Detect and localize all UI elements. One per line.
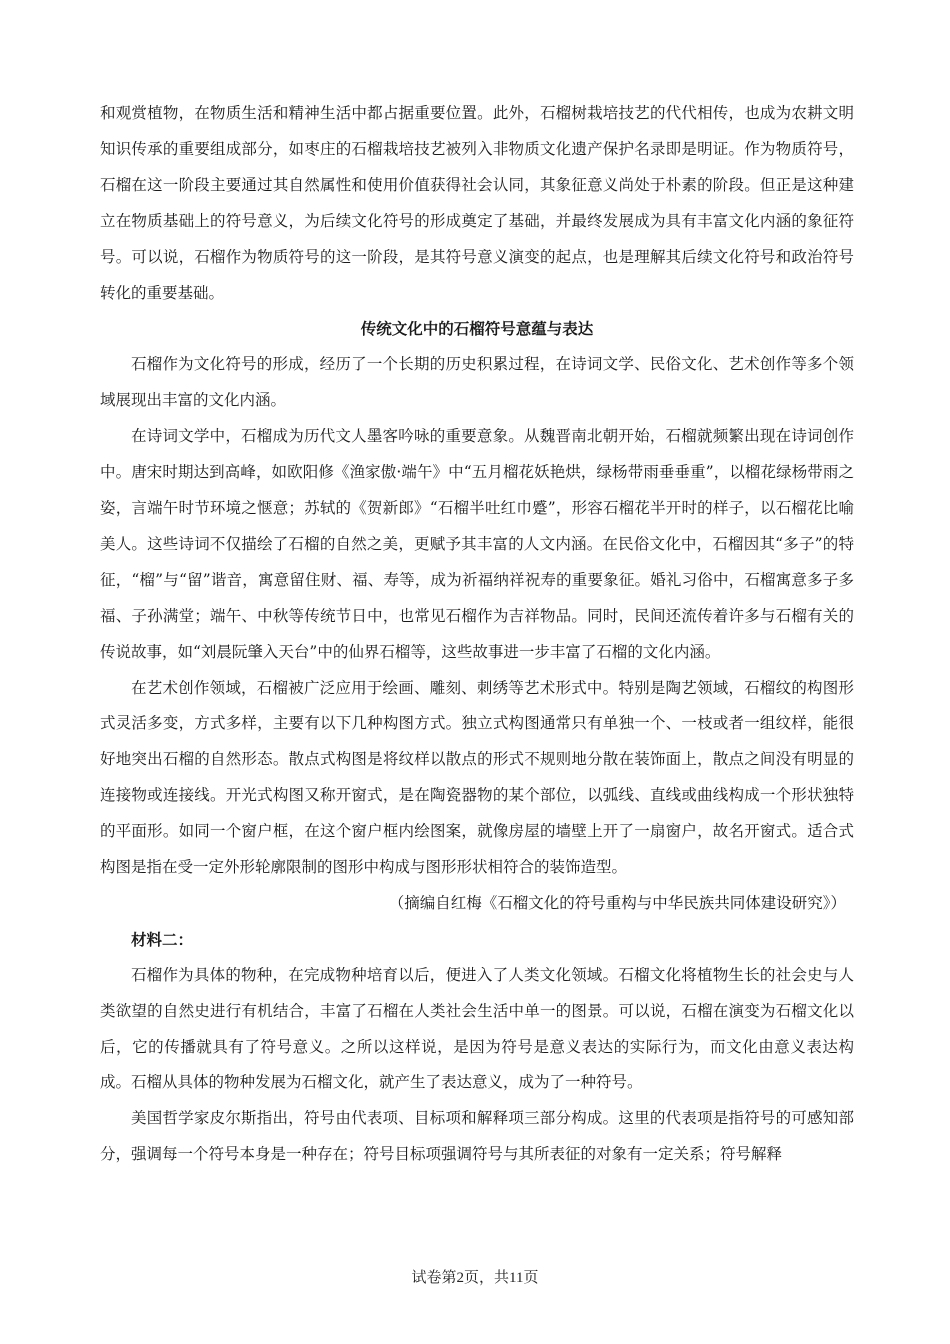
page-footer: 试卷第2页，共11页 bbox=[411, 1270, 539, 1286]
section-heading: 传统文化中的石榴符号意蕴与表达 bbox=[360, 319, 594, 339]
source-citation: （摘编自红梅《石榴文化的符号重构与中华民族共同体建设研究》） bbox=[388, 893, 846, 912]
paragraph-pomegranate-culture: 石榴作为具体的物种，在完成物种培育以后，便进入了人类文化领域。石榴文化将植物生长的社会史与人类欲望的自然史进行有机结合，丰富了石榴在人类社会生活中单一的图景。可以说，石榴在演变为石榴文化以后，它的传播就具有了符号意义。之所以这样说，是因为符号是意义表达的实际行为，而文化由意义表达构成。石榴从具体的物种发展为石榴文化，就产生了表达意义，成为了一种符号。 bbox=[100, 965, 854, 1092]
paragraph-poetry-folk: 在诗词文学中，石榴成为历代文人墨客吟咏的重要意象。从魏晋南北朝开始，石榴就频繁出现在诗词创作中。唐宋时期达到高峰，如欧阳修《渔家傲·端午》中“五月榴花妖艳烘，绿杨带雨垂垂重”，以榴花绿杨带雨之姿，言端午时节环境之惬意；苏轼的《贺新郎》“石榴半吐红巾蹙”，形容石榴花半开时的样子，以石榴花比喻美人。这些诗词不仅描绘了石榴的自然之美，更赋予其丰富的人文内涵。在民俗文化中，石榴因其“多子”的特征，“榴”与“留”谐音，寓意留住财、福、寿等，成为祈福纳祥祝寿的重要象征。婚礼习俗中，石榴寓意多子多福、子孙满堂；端午、中秋等传统节日中，也常见石榴作为吉祥物品。同时，民间还流传着许多与石榴有关的传说故事，如“刘晨阮肇入天台”中的仙界石榴等，这些故事进一步丰富了石榴的文化内涵。 bbox=[100, 427, 854, 661]
paragraph-peirce-symbol: 美国哲学家皮尔斯指出，符号由代表项、目标项和解释项三部分构成。这里的代表项是指符号的可感知部分，强调每一个符号本身是一种存在；符号目标项强调符号与其所表征的对象有一定关系；符号解释 bbox=[100, 1109, 854, 1164]
paragraph-material-symbol: 和观赏植物，在物质生活和精神生活中都占据重要位置。此外，石榴树栽培技艺的代代相传，也成为农耕文明知识传承的重要组成部分，如枣庄的石榴栽培技艺被列入非物质文化遗产保护名录即是明证。作为物质符号，石榴在这一阶段主要通过其自然属性和使用价值获得社会认同，其象征意义尚处于朴素的阶段。但正是这种建立在物质基础上的符号意义，为后续文化符号的形成奠定了基础，并最终发展成为具有丰富文化内涵的象征符号。可以说，石榴作为物质符号的这一阶段，是其符号意义演变的起点，也是理解其后续文化符号和政治符号转化的重要基础。 bbox=[100, 104, 854, 302]
paragraph-art-creation: 在艺术创作领域，石榴被广泛应用于绘画、雕刻、刺绣等艺术形式中。特别是陶艺领域，石榴纹的构图形式灵活多变，方式多样，主要有以下几种构图方式。独立式构图通常只有单独一个、一枝或者一组纹样，能很好地突出石榴的自然形态。散点式构图是将纹样以散点的形式不规则地分散在装饰面上，散点之间没有明显的连接物或连接线。开光式构图又称开窗式，是在陶瓷器物的某个部位，以弧线、直线或曲线构成一个形状独特的平面形。如同一个窗户框，在这个窗户框内绘图案，就像房屋的墙壁上开了一扇窗户，故名开窗式。适合式构图是指在受一定外形轮廓限制的图形中构成与图形形状相符合的装饰造型。 bbox=[100, 678, 854, 877]
material-two-label: 材料二： bbox=[131, 929, 194, 949]
paragraph-cultural-symbol: 石榴作为文化符号的形成，经历了一个长期的历史积累过程，在诗词文学、民俗文化、艺术创作等多个领域展现出丰富的文化内涵。 bbox=[100, 355, 854, 410]
page-content bbox=[100, 96, 854, 1173]
